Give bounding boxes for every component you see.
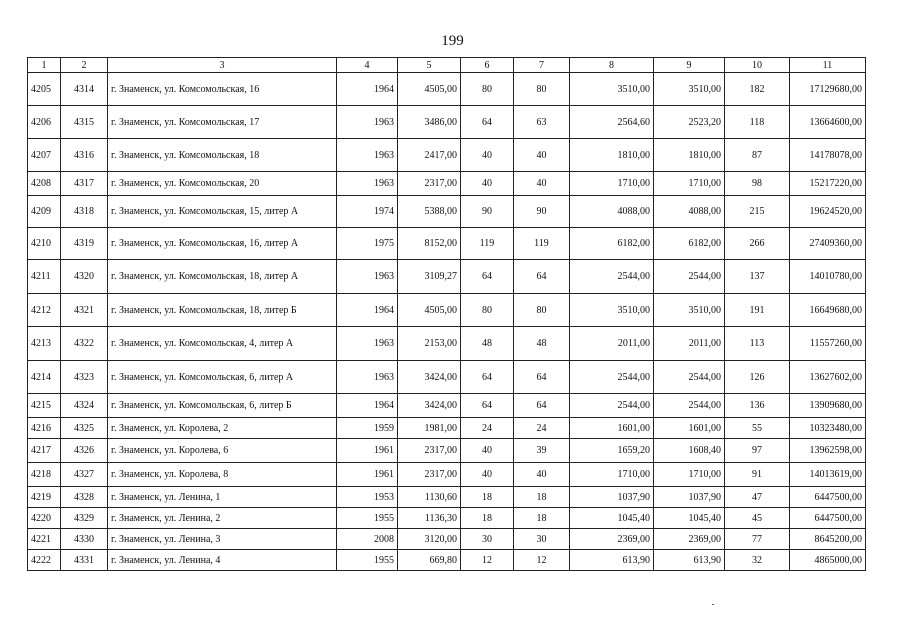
year-cell: 1961 <box>337 463 398 487</box>
column-header: 1 <box>28 58 61 73</box>
year-cell: 1955 <box>337 508 398 529</box>
page-number: 199 <box>441 33 464 49</box>
address-cell: г. Знаменск, ул. Ленина, 2 <box>108 508 337 529</box>
code-cell: 4318 <box>61 196 108 228</box>
area-cell: 2317,00 <box>398 463 461 487</box>
address-cell: г. Знаменск, ул. Комсомольская, 4, литер А <box>108 327 337 361</box>
table-row <box>28 172 866 196</box>
area-cell: 8152,00 <box>398 228 461 260</box>
code-cell: 4316 <box>61 139 108 172</box>
area-cell: 3109,27 <box>398 260 461 294</box>
col7-cell: 48 <box>514 327 570 361</box>
table-row <box>28 196 866 228</box>
row-number-cell: 4218 <box>28 463 61 487</box>
col10-cell: 32 <box>725 550 790 571</box>
column-header: 11 <box>790 58 866 73</box>
year-cell: 1963 <box>337 172 398 196</box>
address-cell: г. Знаменск, ул. Королева, 2 <box>108 418 337 439</box>
col8-cell: 1601,00 <box>570 418 654 439</box>
amount-cell: 6447500,00 <box>790 508 866 529</box>
col9-cell: 2544,00 <box>654 361 725 394</box>
table-row <box>28 294 866 327</box>
col10-cell: 47 <box>725 487 790 508</box>
row-number-cell: 4220 <box>28 508 61 529</box>
code-cell: 4319 <box>61 228 108 260</box>
amount-cell: 14013619,00 <box>790 463 866 487</box>
area-cell: 3424,00 <box>398 361 461 394</box>
col6-cell: 80 <box>461 294 514 327</box>
col7-cell: 30 <box>514 529 570 550</box>
year-cell: 1961 <box>337 439 398 463</box>
column-header: 5 <box>398 58 461 73</box>
col8-cell: 2564,60 <box>570 106 654 139</box>
col10-cell: 87 <box>725 139 790 172</box>
col8-cell: 3510,00 <box>570 294 654 327</box>
address-cell: г. Знаменск, ул. Комсомольская, 15, литер А <box>108 196 337 228</box>
code-cell: 4330 <box>61 529 108 550</box>
table-row <box>28 327 866 361</box>
amount-cell: 10323480,00 <box>790 418 866 439</box>
row-number-cell: 4206 <box>28 106 61 139</box>
amount-cell: 13664600,00 <box>790 106 866 139</box>
column-header: 9 <box>654 58 725 73</box>
amount-cell: 14010780,00 <box>790 260 866 294</box>
col6-cell: 80 <box>461 73 514 106</box>
area-cell: 1136,30 <box>398 508 461 529</box>
year-cell: 1953 <box>337 487 398 508</box>
code-cell: 4325 <box>61 418 108 439</box>
year-cell: 1963 <box>337 260 398 294</box>
code-cell: 4315 <box>61 106 108 139</box>
amount-cell: 8645200,00 <box>790 529 866 550</box>
col10-cell: 182 <box>725 73 790 106</box>
year-cell: 1963 <box>337 361 398 394</box>
col8-cell: 2011,00 <box>570 327 654 361</box>
row-number-cell: 4209 <box>28 196 61 228</box>
col10-cell: 137 <box>725 260 790 294</box>
scan-speck <box>712 604 714 605</box>
col10-cell: 266 <box>725 228 790 260</box>
code-cell: 4320 <box>61 260 108 294</box>
col8-cell: 4088,00 <box>570 196 654 228</box>
col7-cell: 80 <box>514 73 570 106</box>
col8-cell: 613,90 <box>570 550 654 571</box>
col7-cell: 40 <box>514 463 570 487</box>
col10-cell: 97 <box>725 439 790 463</box>
col6-cell: 18 <box>461 487 514 508</box>
amount-cell: 27409360,00 <box>790 228 866 260</box>
row-number-cell: 4216 <box>28 418 61 439</box>
col8-cell: 1810,00 <box>570 139 654 172</box>
col9-cell: 3510,00 <box>654 73 725 106</box>
year-cell: 1963 <box>337 106 398 139</box>
col8-cell: 2544,00 <box>570 361 654 394</box>
address-cell: г. Знаменск, ул. Комсомольская, 20 <box>108 172 337 196</box>
col6-cell: 48 <box>461 327 514 361</box>
header-row <box>28 58 866 73</box>
amount-cell: 14178078,00 <box>790 139 866 172</box>
col9-cell: 4088,00 <box>654 196 725 228</box>
col7-cell: 119 <box>514 228 570 260</box>
address-cell: г. Знаменск, ул. Комсомольская, 6, литер А <box>108 361 337 394</box>
address-cell: г. Знаменск, ул. Королева, 8 <box>108 463 337 487</box>
code-cell: 4324 <box>61 394 108 418</box>
amount-cell: 4865000,00 <box>790 550 866 571</box>
code-cell: 4314 <box>61 73 108 106</box>
address-cell: г. Знаменск, ул. Ленина, 3 <box>108 529 337 550</box>
col8-cell: 2369,00 <box>570 529 654 550</box>
row-number-cell: 4215 <box>28 394 61 418</box>
row-number-cell: 4205 <box>28 73 61 106</box>
col7-cell: 63 <box>514 106 570 139</box>
amount-cell: 13627602,00 <box>790 361 866 394</box>
col6-cell: 119 <box>461 228 514 260</box>
table-row <box>28 508 866 529</box>
col9-cell: 1601,00 <box>654 418 725 439</box>
table-row <box>28 73 866 106</box>
col6-cell: 40 <box>461 439 514 463</box>
col7-cell: 24 <box>514 418 570 439</box>
table-row <box>28 106 866 139</box>
year-cell: 1974 <box>337 196 398 228</box>
row-number-cell: 4210 <box>28 228 61 260</box>
col10-cell: 113 <box>725 327 790 361</box>
code-cell: 4331 <box>61 550 108 571</box>
col8-cell: 2544,00 <box>570 394 654 418</box>
amount-cell: 19624520,00 <box>790 196 866 228</box>
code-cell: 4328 <box>61 487 108 508</box>
col9-cell: 3510,00 <box>654 294 725 327</box>
amount-cell: 16649680,00 <box>790 294 866 327</box>
col8-cell: 2544,00 <box>570 260 654 294</box>
col9-cell: 1810,00 <box>654 139 725 172</box>
amount-cell: 13909680,00 <box>790 394 866 418</box>
code-cell: 4329 <box>61 508 108 529</box>
col7-cell: 90 <box>514 196 570 228</box>
address-cell: г. Знаменск, ул. Комсомольская, 18 <box>108 139 337 172</box>
col6-cell: 12 <box>461 550 514 571</box>
year-cell: 1963 <box>337 327 398 361</box>
code-cell: 4317 <box>61 172 108 196</box>
col7-cell: 12 <box>514 550 570 571</box>
area-cell: 1130,60 <box>398 487 461 508</box>
row-number-cell: 4207 <box>28 139 61 172</box>
table-row <box>28 361 866 394</box>
col10-cell: 215 <box>725 196 790 228</box>
amount-cell: 13962598,00 <box>790 439 866 463</box>
column-header: 3 <box>108 58 337 73</box>
col8-cell: 1710,00 <box>570 463 654 487</box>
col9-cell: 1710,00 <box>654 463 725 487</box>
row-number-cell: 4212 <box>28 294 61 327</box>
col10-cell: 91 <box>725 463 790 487</box>
table-row <box>28 439 866 463</box>
col8-cell: 3510,00 <box>570 73 654 106</box>
col10-cell: 126 <box>725 361 790 394</box>
col7-cell: 64 <box>514 260 570 294</box>
address-cell: г. Знаменск, ул. Ленина, 4 <box>108 550 337 571</box>
address-cell: г. Знаменск, ул. Комсомольская, 18, литер Б <box>108 294 337 327</box>
housing-registry-table <box>27 57 866 571</box>
col7-cell: 64 <box>514 394 570 418</box>
amount-cell: 17129680,00 <box>790 73 866 106</box>
amount-cell: 15217220,00 <box>790 172 866 196</box>
code-cell: 4321 <box>61 294 108 327</box>
col6-cell: 64 <box>461 260 514 294</box>
area-cell: 669,80 <box>398 550 461 571</box>
area-cell: 2417,00 <box>398 139 461 172</box>
amount-cell: 11557260,00 <box>790 327 866 361</box>
area-cell: 3486,00 <box>398 106 461 139</box>
area-cell: 3120,00 <box>398 529 461 550</box>
area-cell: 2317,00 <box>398 172 461 196</box>
column-header: 7 <box>514 58 570 73</box>
col10-cell: 55 <box>725 418 790 439</box>
table-body <box>28 73 866 571</box>
col6-cell: 18 <box>461 508 514 529</box>
col6-cell: 64 <box>461 394 514 418</box>
col6-cell: 30 <box>461 529 514 550</box>
col7-cell: 18 <box>514 487 570 508</box>
col9-cell: 613,90 <box>654 550 725 571</box>
col10-cell: 98 <box>725 172 790 196</box>
table-row <box>28 529 866 550</box>
row-number-cell: 4214 <box>28 361 61 394</box>
row-number-cell: 4219 <box>28 487 61 508</box>
address-cell: г. Знаменск, ул. Комсомольская, 6, литер Б <box>108 394 337 418</box>
area-cell: 4505,00 <box>398 73 461 106</box>
address-cell: г. Знаменск, ул. Ленина, 1 <box>108 487 337 508</box>
table-row <box>28 139 866 172</box>
row-number-cell: 4208 <box>28 172 61 196</box>
area-cell: 3424,00 <box>398 394 461 418</box>
col8-cell: 1037,90 <box>570 487 654 508</box>
year-cell: 1975 <box>337 228 398 260</box>
col9-cell: 1037,90 <box>654 487 725 508</box>
col6-cell: 90 <box>461 196 514 228</box>
col9-cell: 1045,40 <box>654 508 725 529</box>
code-cell: 4322 <box>61 327 108 361</box>
table-row <box>28 228 866 260</box>
area-cell: 1981,00 <box>398 418 461 439</box>
year-cell: 1959 <box>337 418 398 439</box>
column-header: 2 <box>61 58 108 73</box>
table-row <box>28 550 866 571</box>
year-cell: 1964 <box>337 394 398 418</box>
year-cell: 1963 <box>337 139 398 172</box>
col8-cell: 1045,40 <box>570 508 654 529</box>
col8-cell: 6182,00 <box>570 228 654 260</box>
col7-cell: 64 <box>514 361 570 394</box>
year-cell: 1964 <box>337 294 398 327</box>
col9-cell: 1710,00 <box>654 172 725 196</box>
col6-cell: 40 <box>461 139 514 172</box>
col6-cell: 64 <box>461 361 514 394</box>
table-row <box>28 394 866 418</box>
area-cell: 5388,00 <box>398 196 461 228</box>
col7-cell: 39 <box>514 439 570 463</box>
amount-cell: 6447500,00 <box>790 487 866 508</box>
col10-cell: 191 <box>725 294 790 327</box>
address-cell: г. Знаменск, ул. Комсомольская, 16, литер А <box>108 228 337 260</box>
col9-cell: 2544,00 <box>654 260 725 294</box>
column-header: 6 <box>461 58 514 73</box>
column-header: 10 <box>725 58 790 73</box>
col10-cell: 45 <box>725 508 790 529</box>
table-row <box>28 463 866 487</box>
row-number-cell: 4213 <box>28 327 61 361</box>
col9-cell: 2523,20 <box>654 106 725 139</box>
column-header: 8 <box>570 58 654 73</box>
col9-cell: 1608,40 <box>654 439 725 463</box>
table-row <box>28 260 866 294</box>
year-cell: 1964 <box>337 73 398 106</box>
row-number-cell: 4217 <box>28 439 61 463</box>
row-number-cell: 4211 <box>28 260 61 294</box>
area-cell: 4505,00 <box>398 294 461 327</box>
year-cell: 1955 <box>337 550 398 571</box>
col8-cell: 1710,00 <box>570 172 654 196</box>
code-cell: 4326 <box>61 439 108 463</box>
col6-cell: 64 <box>461 106 514 139</box>
col9-cell: 2544,00 <box>654 394 725 418</box>
col7-cell: 40 <box>514 139 570 172</box>
col10-cell: 77 <box>725 529 790 550</box>
col7-cell: 40 <box>514 172 570 196</box>
table-row <box>28 487 866 508</box>
row-number-cell: 4221 <box>28 529 61 550</box>
col6-cell: 40 <box>461 463 514 487</box>
area-cell: 2153,00 <box>398 327 461 361</box>
col6-cell: 40 <box>461 172 514 196</box>
address-cell: г. Знаменск, ул. Королева, 6 <box>108 439 337 463</box>
code-cell: 4323 <box>61 361 108 394</box>
col10-cell: 118 <box>725 106 790 139</box>
column-header: 4 <box>337 58 398 73</box>
address-cell: г. Знаменск, ул. Комсомольская, 17 <box>108 106 337 139</box>
row-number-cell: 4222 <box>28 550 61 571</box>
year-cell: 2008 <box>337 529 398 550</box>
col7-cell: 80 <box>514 294 570 327</box>
address-cell: г. Знаменск, ул. Комсомольская, 16 <box>108 73 337 106</box>
col9-cell: 2011,00 <box>654 327 725 361</box>
table-row <box>28 418 866 439</box>
col7-cell: 18 <box>514 508 570 529</box>
col9-cell: 6182,00 <box>654 228 725 260</box>
col10-cell: 136 <box>725 394 790 418</box>
col6-cell: 24 <box>461 418 514 439</box>
area-cell: 2317,00 <box>398 439 461 463</box>
col9-cell: 2369,00 <box>654 529 725 550</box>
code-cell: 4327 <box>61 463 108 487</box>
col8-cell: 1659,20 <box>570 439 654 463</box>
address-cell: г. Знаменск, ул. Комсомольская, 18, литер А <box>108 260 337 294</box>
